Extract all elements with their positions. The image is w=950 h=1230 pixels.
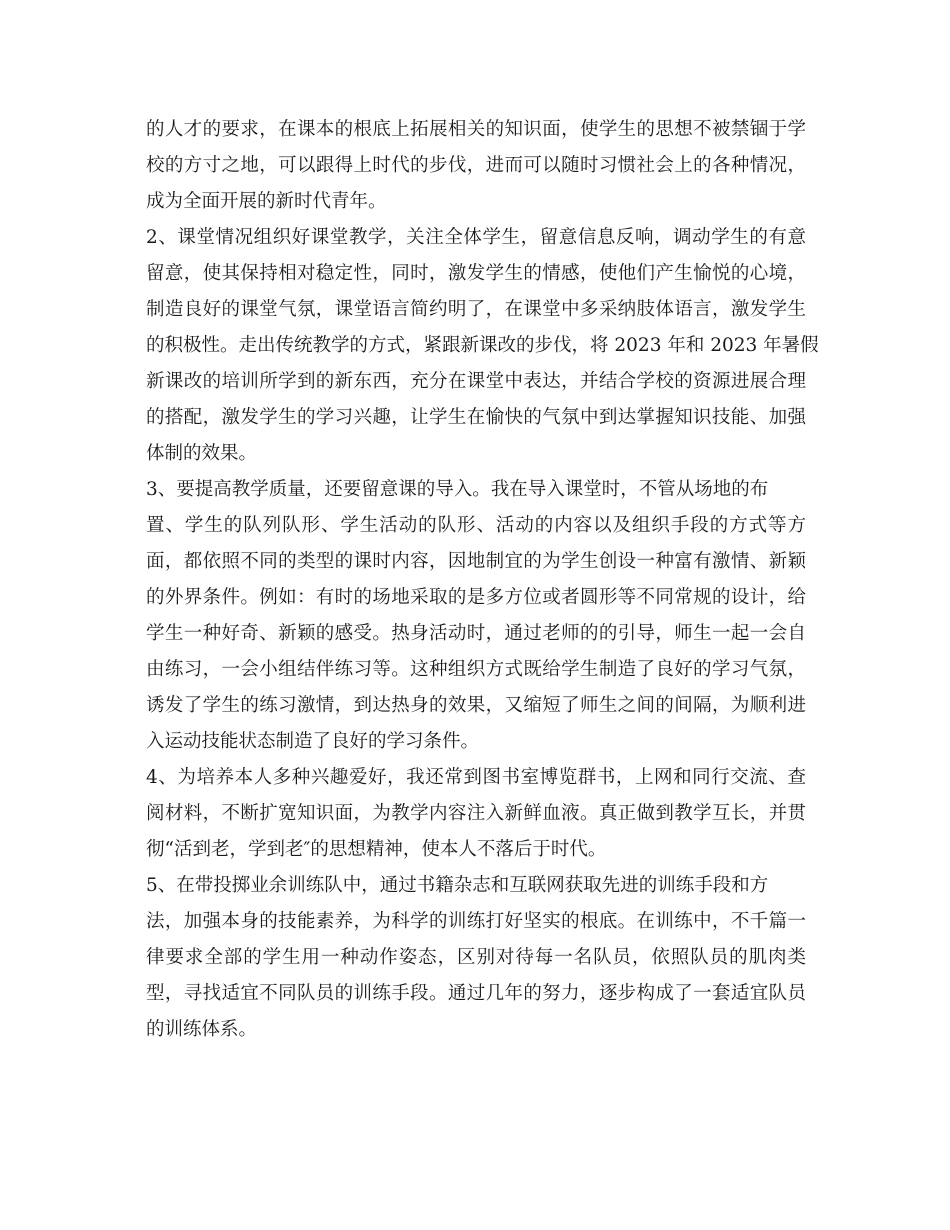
text-line: 4、为培养本人多种兴趣爱好，我还常到图书室博览群书，上网和同行交流、查 <box>146 767 806 788</box>
text-line: 的训练体系。 <box>146 1019 258 1040</box>
text-line: 成为全面开展的新时代青年。 <box>146 191 387 212</box>
document-body <box>146 112 819 1048</box>
text-line: 校的方寸之地，可以跟得上时代的步伐，进而可以随时习惯社会上的各种情况， <box>146 155 806 176</box>
text-line: 留意，使其保持相对稳定性，同时，激发学生的情感，使他们产生愉悦的心境， <box>146 263 806 284</box>
text-line: 型，寻找适宜不同队员的训练手段。通过几年的努力，逐步构成了一套适宜队员 <box>146 983 806 1004</box>
text-line: 置、学生的队列队形、学生活动的队形、活动的内容以及组织手段的方式等方 <box>146 515 806 536</box>
text-line: 3、要提高教学质量，还要留意课的导入。我在导入课堂时，不管从场地的布 <box>146 479 769 500</box>
text-line: 诱发了学生的练习激情，到达热身的效果，又缩短了师生之间的间隔，为顺利进 <box>146 695 806 716</box>
text-line: 的搭配，激发学生的学习兴趣，让学生在愉快的气氛中到达掌握知识技能、加强 <box>146 407 806 428</box>
text-line: 律要求全部的学生用一种动作姿态，区别对待每一名队员，依照队员的肌肉类 <box>146 947 806 968</box>
text-line: 的人才的要求，在课本的根底上拓展相关的知识面，使学生的思想不被禁锢于学 <box>146 119 806 140</box>
text-line: 学生一种好奇、新颖的感受。热身活动时，通过老师的的引导，师生一起一会自 <box>146 623 806 644</box>
text-line: 面，都依照不同的类型的课时内容，因地制宜的为学生创设一种富有激情、新颖 <box>146 551 806 572</box>
text-line: 彻“活到老，学到老″的思想精神，使本人不落后于时代。 <box>146 839 607 860</box>
text-line: 体制的效果。 <box>146 443 258 464</box>
text-line: 法，加强本身的技能素养，为科学的训练打好坚实的根底。在训练中，不千篇一 <box>146 911 806 932</box>
text-line: 入运动技能状态制造了良好的学习条件。 <box>146 731 480 752</box>
text-line: 制造良好的课堂气氛，课堂语言简约明了，在课堂中多采纳肢体语言，激发学生 <box>146 299 806 320</box>
text-line: 的外界条件。例如：有时的场地采取的是多方位或者圆形等不同常规的设计，给 <box>146 587 806 608</box>
text-line: 的积极性。走出传统教学的方式，紧跟新课改的步伐，将 2023 年和 2023 年暑假 <box>146 335 819 356</box>
text-line: 2、课堂情况组织好课堂教学，关注全体学生，留意信息反响，调动学生的有意 <box>146 227 806 248</box>
text-line: 新课改的培训所学到的新东西，充分在课堂中表达，并结合学校的资源进展合理 <box>146 371 806 392</box>
text-line: 5、在带投掷业余训练队中，通过书籍杂志和互联网获取先进的训练手段和方 <box>146 875 769 896</box>
text-line: 阅材料，不断扩宽知识面，为教学内容注入新鲜血液。真正做到教学互长，并贯 <box>146 803 806 824</box>
text-line: 由练习，一会小组结伴练习等。这种组织方式既给学生制造了良好的学习气氛， <box>146 659 806 680</box>
